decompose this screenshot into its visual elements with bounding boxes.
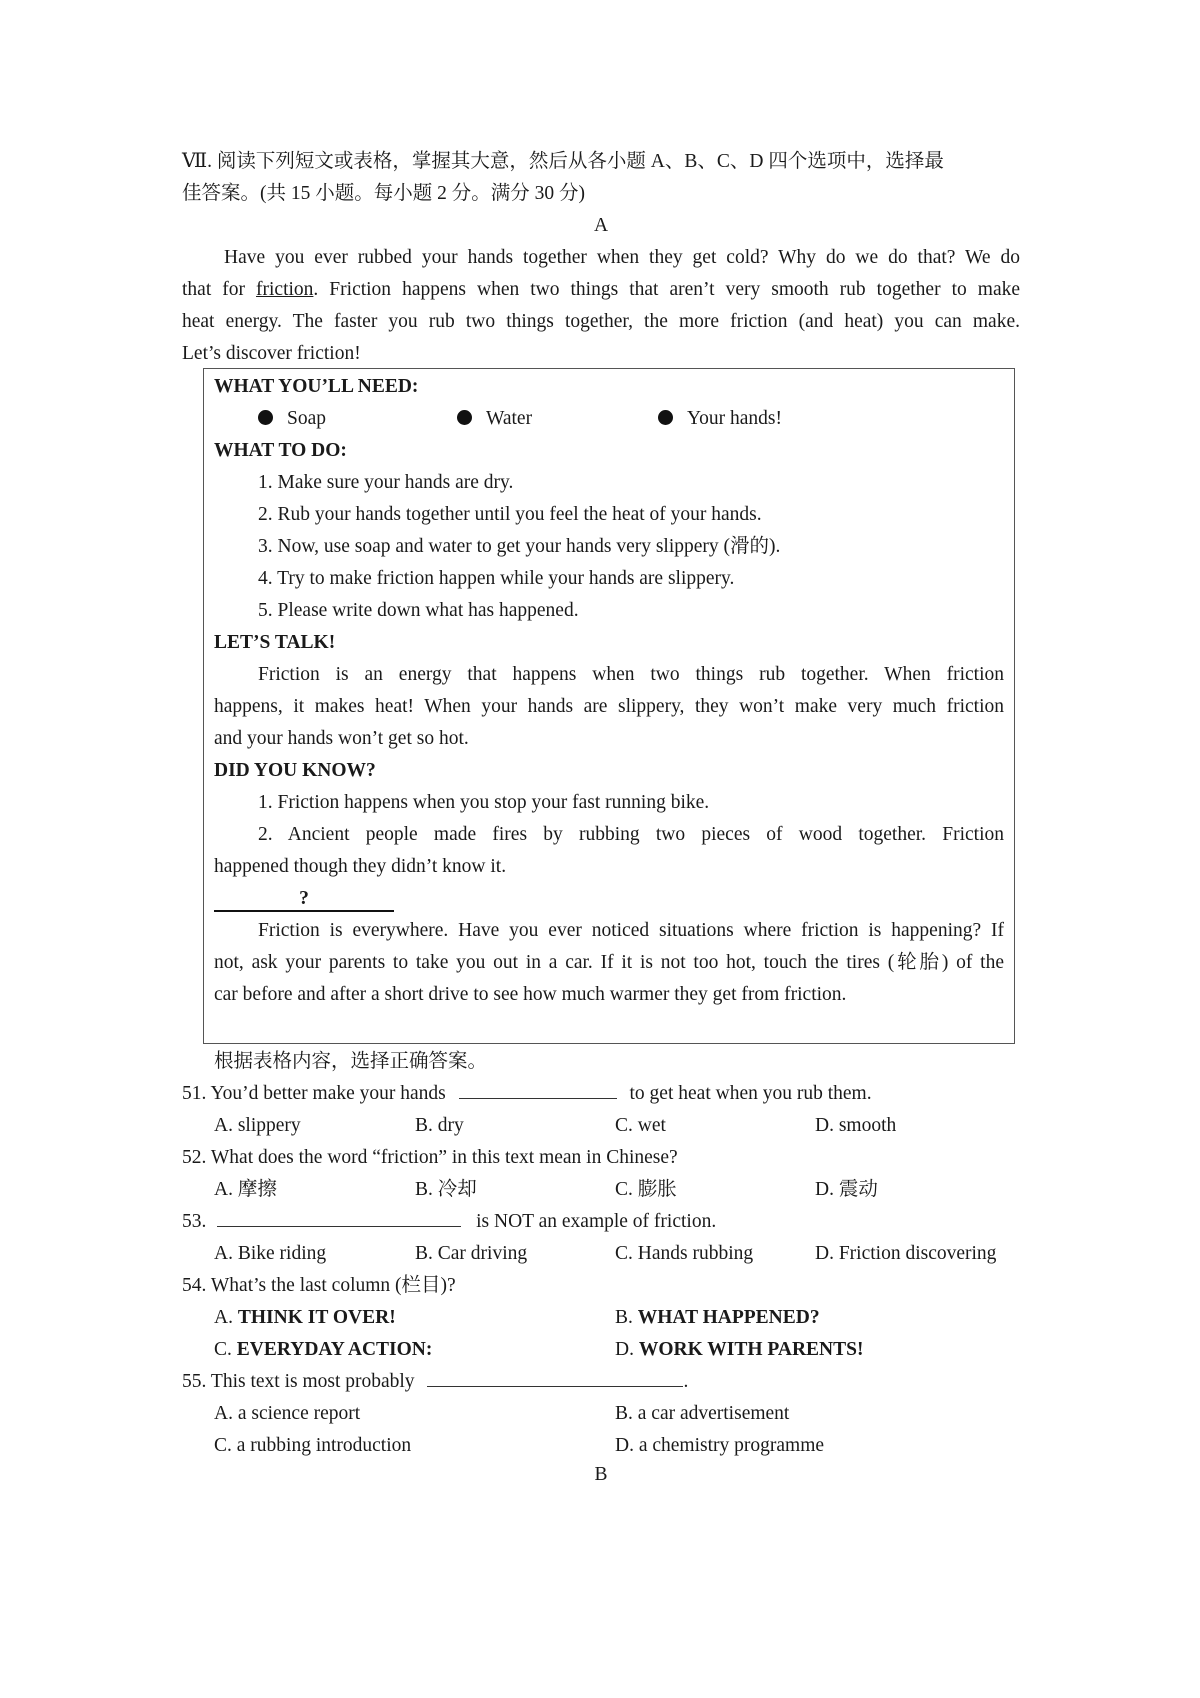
- know-item-2-cont: happened though they didn’t know it.: [214, 856, 507, 877]
- option-b[interactable]: B. WHAT HAPPENED?: [615, 1307, 820, 1328]
- option-a[interactable]: A. Bike riding: [214, 1243, 327, 1264]
- last-heading-blank: ?: [214, 888, 394, 912]
- exam-page: [182, 146, 1020, 1485]
- question-stem: What’s the last column (栏目)?: [210, 1275, 456, 1296]
- question-55-options-row1: [182, 1398, 1020, 1430]
- passage-a-label: A: [593, 215, 609, 236]
- intro-line1: Have you ever rubbed your hands together when they get cold? Why do we do that? We do: [224, 247, 1020, 268]
- question-54: [182, 1270, 1020, 1302]
- option-a[interactable]: A. slippery: [214, 1115, 301, 1136]
- question-52: [182, 1142, 1020, 1174]
- todo-step-3: 3. Now, use soap and water to get your hands very slippery (滑的).: [258, 536, 781, 557]
- need-heading: WHAT YOU’LL NEED:: [214, 376, 419, 397]
- questions-prompt: 根据表格内容，选择正确答案。: [214, 1051, 488, 1072]
- question-number: 53.: [182, 1211, 207, 1232]
- question-number: 52.: [182, 1147, 207, 1168]
- option-a[interactable]: A. 摩擦: [214, 1179, 277, 1200]
- bullet-icon: [258, 410, 273, 425]
- question-stem: This text is most probably: [210, 1371, 415, 1392]
- last-line1: Friction is everywhere. Have you ever noticed situations where friction is happening? If: [258, 920, 1004, 941]
- need-item-water: Water: [457, 403, 532, 435]
- option-c[interactable]: C. Hands rubbing: [615, 1243, 754, 1264]
- intro-line3: heat energy. The faster you rub two things together, the more friction (and heat) you can make.: [182, 311, 1020, 332]
- need-item-hands: Your hands!: [658, 403, 782, 435]
- question-51-options: [182, 1110, 1020, 1142]
- question-54-options-row1: [182, 1302, 1020, 1334]
- question-54-options-row2: [182, 1334, 1020, 1366]
- question-55: [182, 1366, 1020, 1398]
- know-heading: DID YOU KNOW?: [214, 760, 376, 781]
- talk-line3: and your hands won’t get so hot.: [214, 728, 469, 749]
- question-number: 51.: [182, 1083, 207, 1104]
- last-column-heading: [214, 883, 1004, 915]
- option-c[interactable]: C. a rubbing introduction: [214, 1435, 412, 1456]
- talk-heading: LET’S TALK!: [214, 632, 336, 653]
- intro-line2: [182, 274, 1020, 306]
- option-a[interactable]: A. a science report: [214, 1403, 361, 1424]
- option-d[interactable]: D. smooth: [815, 1115, 897, 1136]
- option-d[interactable]: D. Friction discovering: [815, 1243, 997, 1264]
- option-b[interactable]: B. a car advertisement: [615, 1403, 790, 1424]
- passage-b-label: B: [594, 1464, 608, 1485]
- todo-step-1: 1. Make sure your hands are dry.: [258, 472, 514, 493]
- option-a[interactable]: A. THINK IT OVER!: [214, 1307, 396, 1328]
- todo-step-4: 4. Try to make friction happen while your hands are slippery.: [258, 568, 735, 589]
- question-number: 54.: [182, 1275, 207, 1296]
- question-number: 55.: [182, 1371, 207, 1392]
- option-d[interactable]: D. a chemistry programme: [615, 1435, 825, 1456]
- need-item-soap: Soap: [258, 403, 326, 435]
- answer-blank[interactable]: [217, 1206, 461, 1227]
- talk-line2: happens, it makes heat! When your hands are slippery, they won’t make very much friction: [214, 696, 1004, 717]
- todo-step-2: 2. Rub your hands together until you feel the heat of your hands.: [258, 504, 762, 525]
- option-b[interactable]: B. Car driving: [415, 1243, 528, 1264]
- question-stem: You’d better make your hands: [210, 1083, 446, 1104]
- todo-heading: WHAT TO DO:: [214, 440, 347, 461]
- bullet-icon: [457, 410, 472, 425]
- option-d[interactable]: D. 震动: [815, 1179, 878, 1200]
- option-b[interactable]: B. dry: [415, 1115, 464, 1136]
- need-items-row: [214, 403, 1004, 435]
- talk-line1: Friction is an energy that happens when two things rub together. When friction: [258, 664, 1004, 685]
- intro-line4: Let’s discover friction!: [182, 343, 361, 364]
- question-55-options-row2: [182, 1430, 1020, 1462]
- activity-box: [203, 368, 1015, 1044]
- last-line2: not, ask your parents to take you out in a car. If it is not too hot, touch the tires (轮胎) of the: [214, 952, 1004, 973]
- question-51: [182, 1078, 1020, 1110]
- question-53: [182, 1206, 1020, 1238]
- section-instruction-line2: 佳答案。(共 15 小题。每小题 2 分。满分 30 分): [182, 183, 585, 204]
- questions-section: [182, 1046, 1020, 1492]
- last-line3: car before and after a short drive to see how much warmer they get from friction.: [214, 984, 847, 1005]
- bullet-icon: [658, 410, 673, 425]
- question-53-options: [182, 1238, 1020, 1270]
- question-stem-end: to get heat when you rub them.: [629, 1083, 872, 1104]
- answer-blank[interactable]: [427, 1366, 683, 1387]
- option-b[interactable]: B. 冷却: [415, 1179, 477, 1200]
- question-stem: What does the word “friction” in this text mean in Chinese?: [210, 1147, 678, 1168]
- question-stem: is NOT an example of friction.: [476, 1211, 717, 1232]
- option-c[interactable]: C. EVERYDAY ACTION:: [214, 1339, 433, 1360]
- option-c[interactable]: C. wet: [615, 1115, 666, 1136]
- know-item-1: 1. Friction happens when you stop your fast running bike.: [258, 792, 710, 813]
- question-52-options: [182, 1174, 1020, 1206]
- know-item-2: 2. Ancient people made fires by rubbing two pieces of wood together. Friction: [258, 824, 1004, 845]
- todo-step-5: 5. Please write down what has happened.: [258, 600, 579, 621]
- answer-blank[interactable]: [459, 1078, 617, 1099]
- intro-line2-pre: that for: [182, 279, 257, 300]
- section-instruction-line1: Ⅶ. 阅读下列短文或表格，掌握其大意，然后从各小题 A、B、C、D 四个选项中，选择最: [182, 151, 944, 172]
- friction-underlined-word: friction: [256, 279, 314, 300]
- option-c[interactable]: C. 膨胀: [615, 1179, 677, 1200]
- intro-line2-post: . Friction happens when two things that aren’t very smooth rub together to make: [313, 279, 1020, 300]
- question-stem-end: .: [683, 1371, 689, 1392]
- option-d[interactable]: D. WORK WITH PARENTS!: [615, 1339, 864, 1360]
